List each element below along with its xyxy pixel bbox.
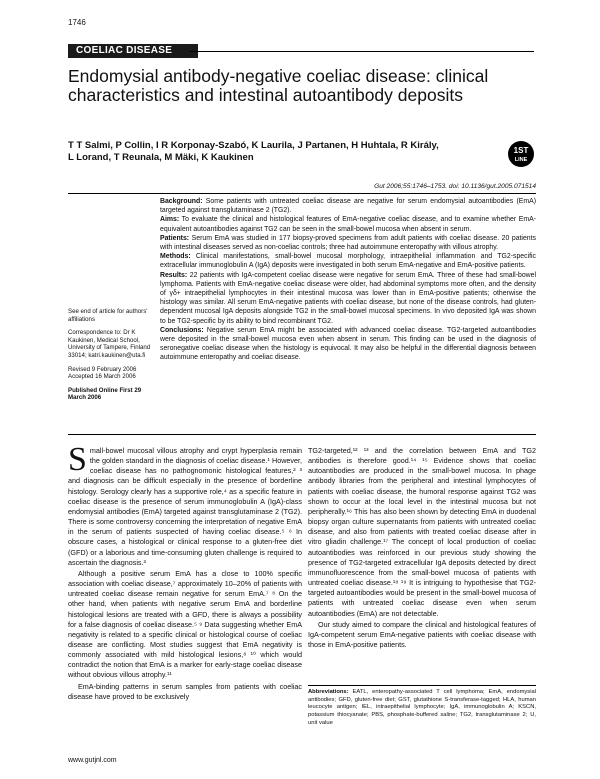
section-label: COELIAC DISEASE: [68, 44, 198, 58]
body-paragraph-1: Small-bowel mucosal villous atrophy and crypt hyperplasia remain the golden standard in the diagnosis of coeliac disease.¹ However, coeliac disease has no pathognomonic histological features,² ³ and diagnosis can be difficult especially in the presence of borderline histology. Serology clearly has a supportive role,⁴ as a specific feature in coeliac disease is the presence of serum immunoglobulin A (IgA)-class endomysial antibodies (EmA) targeted against transglutaminase 2 (TG2). There is some controversy concerning the interpretation of negative EmA in the serum of patients suspected of having coeliac disease.⁵ ⁶ In obscure cases, a histological or clinical response to a gluten-free diet (GFD) or a laborious and time-consuming gluten challenge is required to ascertain the diagnosis.³: [68, 441, 302, 567]
authors-line-1: T T Salmi, P Collin, I R Korponay-Szabó, K Laurila, J Partanen, H Huhtala, R Király,: [68, 140, 439, 151]
abstract-background: Background: Some patients with untreated coeliac disease are negative for serum endomysial autoantibodies (EmA) targeted against transglutaminase 2 (TG2).: [160, 198, 536, 215]
citation: Gut 2006;55:1746–1753. doi: 10.1136/gut.2005.071514: [374, 183, 536, 190]
abstract: [160, 197, 536, 363]
first-line-logo: [506, 140, 536, 168]
article-dates: Revised 9 February 2006 Accepted 16 March 2006: [68, 365, 137, 381]
drop-cap: S: [68, 441, 87, 478]
journal-url[interactable]: www.gutjnl.com: [68, 757, 117, 764]
published-online: Published Online First 29 March 2006: [68, 386, 142, 402]
abstract-results: Results: 22 patients with IgA-competent coeliac disease were negative for serum EmA. Three of these had small-bowel lymphoma. Patients with EmA-negative coeliac disease were older, had abdominal symptoms more often, and the density of γδ+ intraepithelial lymphocytes in their intestinal mucosa was lower than in EmA-positive patients; otherwise the histology was similar. All serum EmA-negative patients with coeliac disease, but none of the disease controls, had gluten-dependent mucosal IgA deposits alongside TG2 in the small-bowel mucosal specimens. In vivo deposited IgA was shown to be TG2-specific by its ability to bind recombinant TG2.: [160, 271, 536, 325]
body-paragraph-4: TG2-targeted,¹² ¹³ and the correlation between EmA and TG2 antibodies is therefore good.¹⁴ ¹⁵ Evidence shows that coeliac autoantibodies are produced in the small-bowel mucosa. In phage antibody libraries from the peripheral and intestinal lymphocytes of patients with coeliac disease, the humoral response against TG2 was shown to occur at the local level in the intestinal mucosa but not peripherally.¹⁶ This has also been shown by detecting EmA in duodenal biopsy organ culture supernatants from patients with untreated coeliac disease, and also from patients with treated coeliac disease after in vitro gliadin challenge.¹⁷ The concept of local production of coeliac autoantibodies was reinforced in our previous study showing the presence of TG2-targeted extracellular IgA deposits detected by direct immunofluorescence from the small-bowel mucosa of patients with untreated coeliac disease.¹⁸ ¹⁹ It is intriguing to hypothesise that TG2-targeted autoantibodies would be present in the small-bowel mucosa of patients with untreated coeliac disease even when serum autoantibodies (EmA) are not detectable.: [308, 446, 536, 618]
first-line-icon: [506, 140, 536, 168]
abbreviations: Abbreviations: EATL, enteropathy-associated T cell lymphoma; EmA, endomysial antibodies; GFD, gluten-free diet; GST, glutathione S-transferase-tagged; HLA, human leucocyte antigen; IEL, intraepithelial lymphocyte; IgA, immunoglobulin A; KSCN, potassium thiocyanate; PBS, phosphate-buffered saline; TG2, transglutaminase 2; U, unit value: [308, 689, 536, 726]
body-paragraph-3: EmA-binding patterns in serum samples from patients with coeliac disease have proved to be exclusively: [68, 681, 302, 701]
affiliations-note: See end of article for authors' affiliations: [68, 308, 148, 323]
svg-text:1ST: 1ST: [513, 146, 529, 155]
abstract-aims: Aims: To evaluate the clinical and histological features of EmA-negative coeliac disease, and to examine whether EmA-equivalent autoantibodies against TG2 can be seen in the small-bowel mucosa when absent in serum.: [160, 216, 536, 233]
body-column-1: [68, 441, 302, 703]
svg-text:LINE: LINE: [514, 157, 528, 163]
abstract-methods: Methods: Clinical manifestations, small-bowel mucosal morphology, intraepithelial inflammation and TG2-specific extracellular immunoglobulin A (IgA) deposits were investigated in both serum EmA-negative and EmA-positive patients.: [160, 253, 536, 270]
correspondence: Correspondence to: Dr K Kaukinen, Medical School, University of Tampere, Finland 33014; katri.kaukinen@uta.fi: [68, 329, 151, 359]
page-number: 1746: [68, 18, 86, 27]
article-sidebar: [68, 308, 152, 408]
body-column-2: [308, 446, 536, 651]
body-paragraph-2: Although a positive serum EmA has a close to 100% specific association with coeliac disease,⁷ approximately 10–20% of patients with untreated coeliac disease remain negative for serum EmA.⁷ ⁸ On the other hand, when patients with negative serum EmA and borderline histological lesions are treated with a GFD, there is always a possibility for a false diagnosis of coeliac disease.⁵ ⁹ Data suggesting whether EmA negativity is related to a specific clinical or histological course of coeliac disease are conflicting. Most studies suggest that EmA negativity is commonly associated with mild histological lesions,⁸ ¹⁰ which would contradict the notion that EmA is a marker for early-stage coeliac disease without obvious villous atrophy.¹¹: [68, 568, 302, 680]
abstract-patients: Patients: Serum EmA was studied in 177 biopsy-proved specimens from adult patients with coeliac disease. 20 patients with intestinal diseases served as non-coeliac controls; three had autoimmune enteropathy with villous atrophy.: [160, 234, 536, 252]
header-rule: [190, 51, 534, 52]
author-list: [68, 140, 488, 164]
abstract-rule: [68, 434, 536, 435]
citation-rule: [68, 193, 536, 194]
abstract-conclusions: Conclusions: Negative serum EmA might be associated with advanced coeliac disease. TG2-targeted autoantibodies were deposited in the small-bowel mucosa even when absent in serum. This finding can be used in the diagnosis of seronegative coeliac disease when the histology is equivocal. It may also be helpful in the differential diagnosis between autoimmune enteropathy and coeliac disease.: [160, 326, 537, 362]
abbreviations-rule: [308, 685, 536, 686]
body-paragraph-5: Our study aimed to compare the clinical and histological features of IgA-competent serum EmA-negative patients with coeliac disease with those in EmA-positive patients.: [308, 619, 536, 649]
authors-line-2: L Lorand, T Reunala, M Mäki, K Kaukinen: [68, 152, 254, 163]
article-title: Endomysial antibody-negative coeliac disease: clinical characteristics and intestinal autoantibody deposits: [68, 66, 489, 105]
